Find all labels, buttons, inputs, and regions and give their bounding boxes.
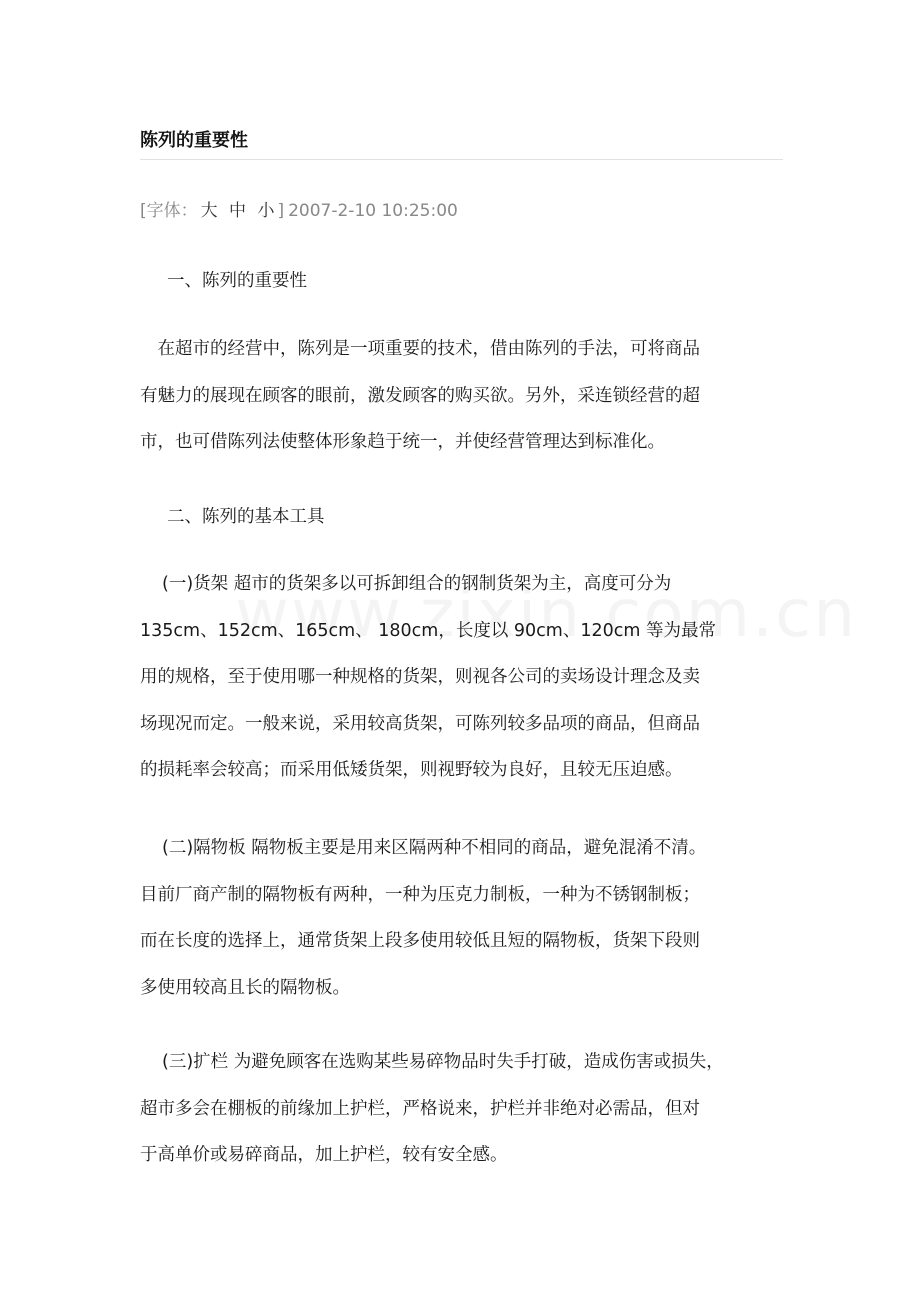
font-size-suffix: ] bbox=[277, 201, 285, 221]
paragraph-line: (一)货架 超市的货架多以可拆卸组合的钢制货架为主，高度可分为 bbox=[162, 574, 672, 594]
paragraph-line: 有魅力的展现在顾客的眼前，激发顾客的购买欲。另外，采连锁经营的超 bbox=[140, 385, 700, 406]
paragraph-line: 目前厂商产制的隔物板有两种，一种为压克力制板，一种为不锈钢制板； bbox=[140, 884, 700, 905]
paragraph-line: 的损耗率会较高；而采用低矮货架，则视野较为良好，且较无压迫感。 bbox=[140, 760, 683, 780]
section-importance-paragraph bbox=[140, 326, 785, 466]
item-shelves-paragraph bbox=[140, 561, 785, 794]
paragraph-line: 超市多会在棚板的前缘加上护栏，严格说来，护栏并非绝对必需品，但对 bbox=[140, 1098, 700, 1119]
font-size-medium-link[interactable]: 中 bbox=[229, 201, 247, 221]
font-size-prefix: [字体： bbox=[140, 201, 198, 221]
paragraph-line: (二)隔物板 隔物板主要是用来区隔两种不相同的商品，避免混淆不清。 bbox=[162, 838, 707, 858]
paragraph-line: 在超市的经营中，陈列是一项重要的技术，借由陈列的手法，可将商品 bbox=[140, 339, 700, 359]
font-size-small-link[interactable]: 小 bbox=[257, 201, 275, 221]
paragraph-line: 而在长度的选择上，通常货架上段多使用较低且短的隔物板，货架下段则 bbox=[140, 931, 700, 951]
paragraph-line: (三)扩栏 为避免顾客在选购某些易碎物品时失手打破，造成伤害或损失， bbox=[162, 1052, 724, 1072]
section-heading-importance: 一、陈列的重要性 bbox=[167, 271, 307, 291]
paragraph-line: 于高单价或易碎商品，加上护栏，较有安全感。 bbox=[140, 1145, 508, 1165]
paragraph-line: 场现况而定。一般来说，采用较高货架，可陈列较多品项的商品，但商品 bbox=[140, 713, 700, 734]
paragraph-line: 多使用较高且长的隔物板。 bbox=[140, 977, 350, 998]
paragraph-line: 135cm、152cm、165cm、 180cm，长度以 90cm、120cm 等为最常 bbox=[140, 620, 716, 641]
publish-timestamp: 2007-2-10 10:25:00 bbox=[288, 201, 458, 221]
paragraph-line: 市，也可借陈列法使整体形象趋于统一，并使经营管理达到标准化。 bbox=[140, 432, 665, 452]
section-heading-tools: 二、陈列的基本工具 bbox=[167, 507, 325, 527]
item-rails-paragraph bbox=[140, 1039, 785, 1179]
item-dividers-paragraph bbox=[140, 825, 785, 1011]
paragraph-line: 用的规格，至于使用哪一种规格的货架，则视各公司的卖场设计理念及卖 bbox=[140, 667, 700, 687]
article-title: 陈列的重要性 bbox=[140, 130, 248, 151]
article-meta bbox=[140, 196, 458, 221]
font-size-large-link[interactable]: 大 bbox=[200, 201, 218, 221]
title-divider bbox=[140, 159, 783, 160]
